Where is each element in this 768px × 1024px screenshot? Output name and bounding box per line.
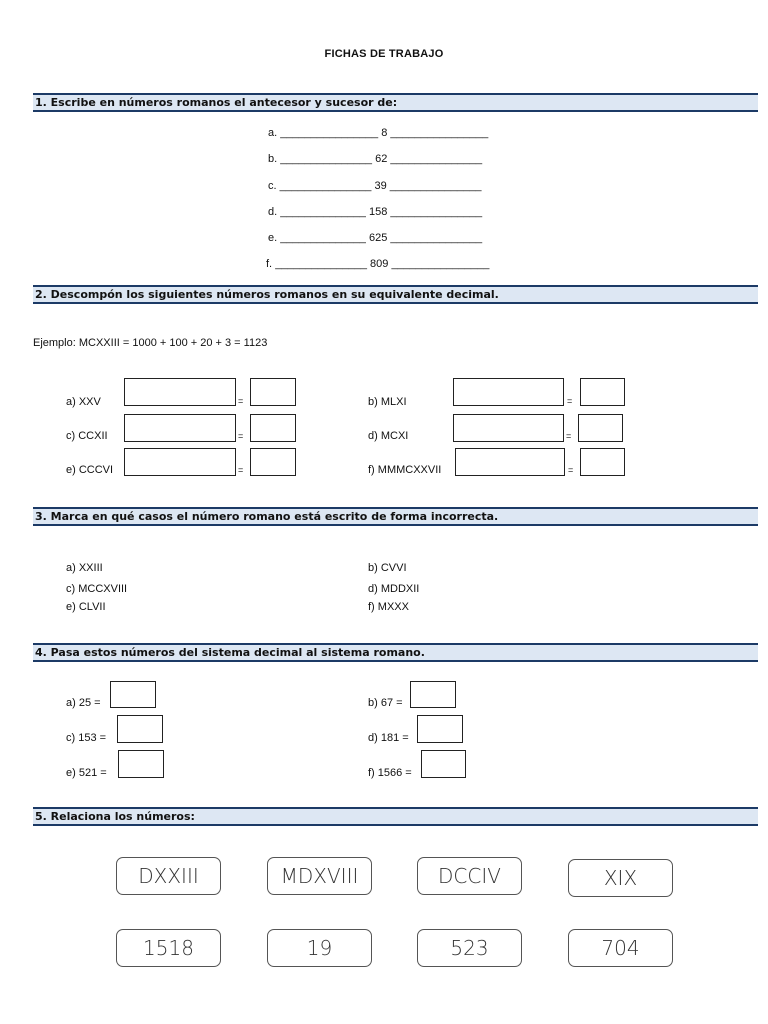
s2-answer-box-e[interactable] [124,448,236,476]
s1-row-e: e. ______________ 625 _______________ [268,232,483,244]
s1-row-c: c. _______________ 39 _______________ [268,180,482,192]
s4-answer-box-e[interactable] [118,750,164,778]
s2-answer-box-c[interactable] [124,414,236,442]
s4-answer-box-f[interactable] [421,750,466,778]
s2-example: Ejemplo: MCXXIII = 1000 + 100 + 20 + 3 = 1123 [33,337,268,349]
s3-item-b[interactable]: b) CVVI [368,562,407,574]
decimal-card[interactable]: 1518 [116,929,221,967]
section-3-heading: 3. Marca en qué casos el número romano está escrito de forma incorrecta. [33,507,758,526]
s2-equals-e: = [238,465,244,475]
s2-result-box-c[interactable] [250,414,296,442]
s2-item-b: b) MLXI [368,396,407,408]
s4-item-c: c) 153 = [66,732,107,744]
s2-answer-box-d[interactable] [453,414,564,442]
page-title: FICHAS DE TRABAJO [324,48,444,60]
s2-item-f: f) MMMCXXVII [368,464,442,476]
s4-answer-box-d[interactable] [417,715,463,743]
s2-answer-box-b[interactable] [453,378,564,406]
s4-answer-box-a[interactable] [110,681,156,708]
s4-item-d: d) 181 = [368,732,409,744]
s4-answer-box-b[interactable] [410,681,456,708]
decimal-card[interactable]: 19 [267,929,372,967]
s2-answer-box-a[interactable] [124,378,236,406]
roman-card[interactable]: DXXIII [116,857,221,895]
section-1-heading: 1. Escribe en números romanos el antecesor y sucesor de: [33,93,758,112]
s2-result-box-e[interactable] [250,448,296,476]
s1-row-f: f. _______________ 809 ________________ [266,258,490,270]
s2-result-box-b[interactable] [580,378,625,406]
s2-item-c: c) CCXII [66,430,108,442]
roman-card[interactable]: MDXVIII [267,857,372,895]
s1-row-b: b. _______________ 62 _______________ [268,153,483,165]
s2-item-a: a) XXV [66,396,101,408]
s4-item-a: a) 25 = [66,697,101,709]
s1-row-d: d. ______________ 158 _______________ [268,206,483,218]
s2-equals-d: = [566,431,572,441]
s1-row-a: a. ________________ 8 ________________ [268,127,489,139]
s3-item-e[interactable]: e) CLVII [66,601,106,613]
s3-item-a[interactable]: a) XXIII [66,562,103,574]
s4-item-e: e) 521 = [66,767,107,779]
section-4-heading: 4. Pasa estos números del sistema decimal al sistema romano. [33,643,758,662]
decimal-card[interactable]: 704 [568,929,673,967]
s4-item-b: b) 67 = [368,697,403,709]
s2-item-e: e) CCCVI [66,464,114,476]
s2-equals-b: = [567,396,573,406]
decimal-card[interactable]: 523 [417,929,522,967]
s4-item-f: f) 1566 = [368,767,412,779]
s3-item-d[interactable]: d) MDDXII [368,583,420,595]
roman-card[interactable]: DCCIV [417,857,522,895]
s2-equals-c: = [238,431,244,441]
s3-item-f[interactable]: f) MXXX [368,601,409,613]
s2-result-box-a[interactable] [250,378,296,406]
s2-equals-f: = [568,465,574,475]
s2-equals-a: = [238,396,244,406]
s2-item-d: d) MCXI [368,430,409,442]
s2-result-box-f[interactable] [580,448,625,476]
s2-result-box-d[interactable] [578,414,623,442]
section-2-heading: 2. Descompón los siguientes números romanos en su equivalente decimal. [33,285,758,304]
roman-card[interactable]: XIX [568,859,673,897]
s3-item-c[interactable]: c) MCCXVIII [66,583,128,595]
s2-answer-box-f[interactable] [455,448,565,476]
section-5-heading: 5. Relaciona los números: [33,807,758,826]
s4-answer-box-c[interactable] [117,715,163,743]
